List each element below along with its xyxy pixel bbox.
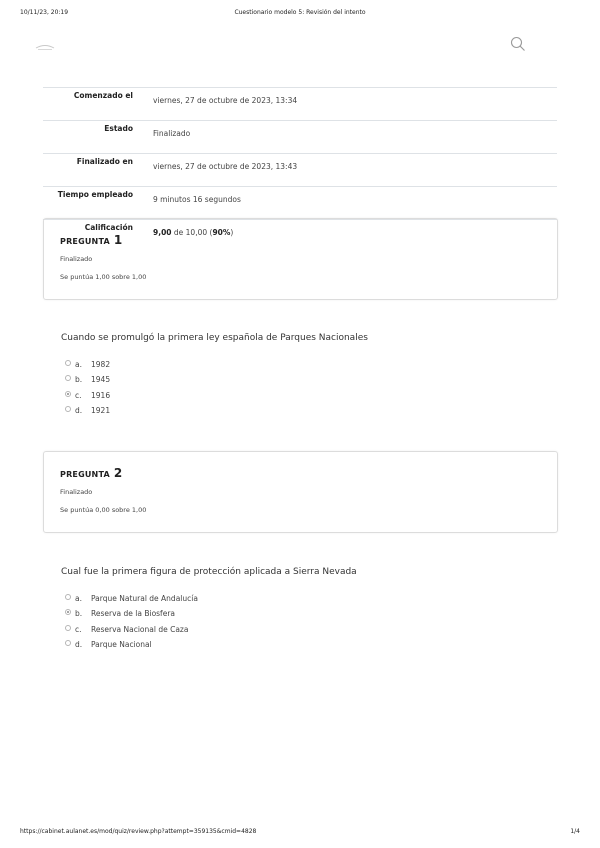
answer-option[interactable] [65,625,198,640]
answer-text: 1982 [91,360,111,369]
question-text: Cual fue la primera figura de protección aplicada a Sierra Nevada [61,567,357,577]
print-url: https://cabinet.aulanet.es/mod/quiz/review.php?attempt=359135&cmid=4828 [20,828,257,835]
answer-letter: d. [75,639,83,649]
question-heading-label: PREGUNTA [60,470,110,479]
print-page-number: 1/4 [570,828,580,835]
grade-middle: de 10,00 ( [171,228,213,237]
site-logo[interactable] [34,40,56,52]
search-icon[interactable] [510,36,526,52]
question-heading [60,466,122,480]
question-grade: Se puntúa 1,00 sobre 1,00 [60,273,147,281]
summary-value: viernes, 27 de octubre de 2023, 13:43 [147,154,557,187]
radio-button[interactable] [65,640,71,646]
answer-list [65,594,198,655]
answer-letter: c. [75,390,82,400]
grade-score: 9,00 [153,228,172,237]
radio-button-selected[interactable] [65,609,71,615]
grade-end: ) [230,228,234,237]
summary-row [43,121,557,154]
question-info-card [43,218,558,300]
answer-letter: b. [75,609,83,619]
question-heading [60,233,122,247]
grade-label: Calificación [43,220,147,253]
answer-option[interactable] [65,594,198,609]
radio-button-selected[interactable] [65,391,71,397]
summary-row [43,88,557,121]
answer-option[interactable] [65,406,110,421]
answer-letter: c. [75,624,82,634]
summary-value: 9 minutos 16 segundos [147,187,557,220]
answer-option[interactable] [65,609,198,624]
grade-percent: 90% [212,228,231,237]
answer-letter: d. [75,405,83,415]
radio-button[interactable] [65,625,71,631]
answer-option[interactable] [65,360,110,375]
radio-button[interactable] [65,375,71,381]
answer-letter: a. [75,360,82,369]
answer-text: 1945 [91,375,111,385]
answer-option[interactable] [65,640,198,655]
question-number: 2 [113,466,123,480]
radio-button[interactable] [65,594,71,600]
print-title: Cuestionario modelo 5: Revisión del intento [234,9,366,16]
summary-label: Finalizado en [43,154,147,187]
answer-text: Parque Nacional [91,639,152,649]
question-status: Finalizado [60,255,93,263]
answer-text: Parque Natural de Andalucía [91,594,198,603]
answer-option[interactable] [65,375,110,390]
question-heading-label: PREGUNTA [60,237,110,246]
answer-text: 1916 [91,390,111,400]
answer-list [65,360,110,421]
print-datetime: 10/11/23, 20:19 [20,9,69,16]
summary-row [43,154,557,187]
radio-button[interactable] [65,360,71,366]
answer-letter: a. [75,594,82,603]
print-header [20,9,580,19]
question-status: Finalizado [60,488,93,496]
question-number: 1 [113,233,123,247]
question-grade: Se puntúa 0,00 sobre 1,00 [60,506,147,514]
summary-value: viernes, 27 de octubre de 2023, 13:34 [147,88,557,121]
summary-label: Estado [43,121,147,154]
summary-label: Tiempo empleado [43,187,147,220]
answer-text: Reserva Nacional de Caza [91,624,189,634]
answer-text: Reserva de la Biosfera [91,609,175,619]
question-text: Cuando se promulgó la primera ley española de Parques Nacionales [61,333,368,343]
answer-option[interactable] [65,391,110,406]
question-info-card [43,451,558,533]
summary-row [43,187,557,220]
answer-letter: b. [75,375,83,385]
answer-text: 1921 [91,405,111,415]
print-footer [20,828,580,838]
summary-label: Comenzado el [43,88,147,121]
radio-button[interactable] [65,406,71,412]
summary-value: Finalizado [147,121,557,154]
